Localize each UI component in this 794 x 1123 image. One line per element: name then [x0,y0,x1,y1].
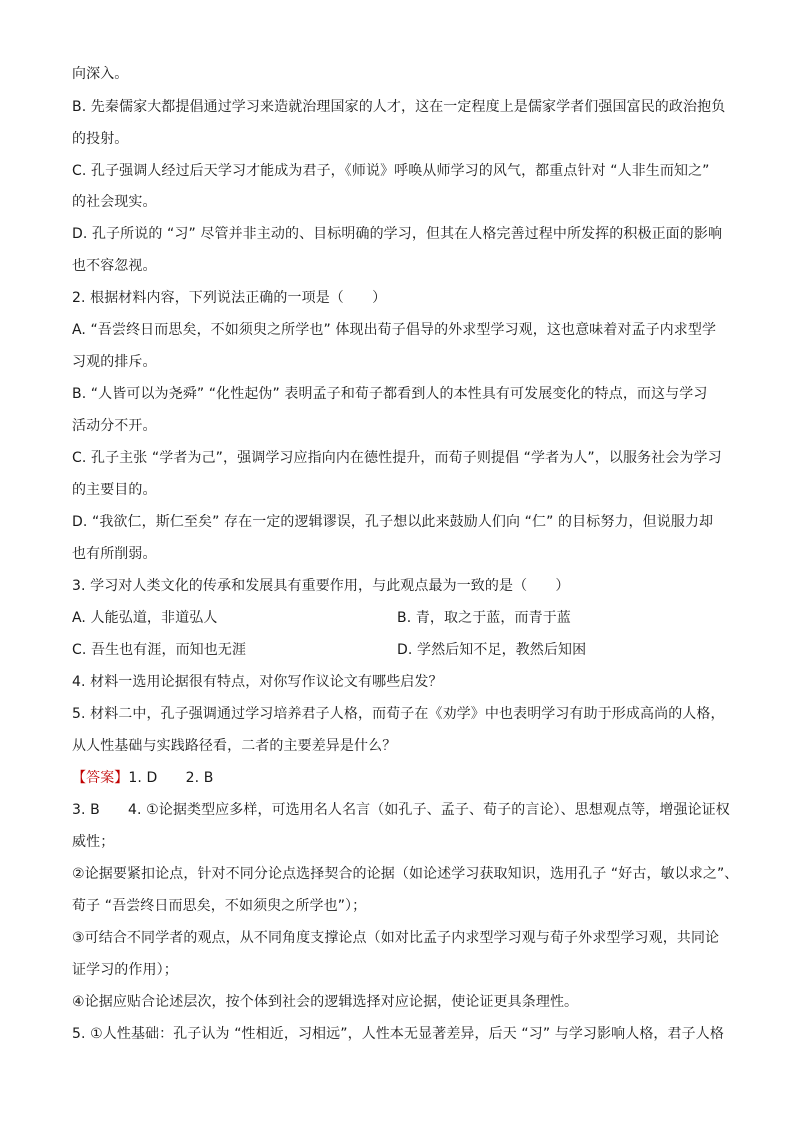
answer-line: ③可结合不同学者的观点，从不同角度支撑论点（如对比孟子内求型学习观与荀子外求型学习观，共同论 [72,930,720,946]
text-line: 也有所削弱。 [72,546,157,562]
answer-line: 证学习的作用）； [72,962,178,978]
text-line: 也不容忽视。 [72,258,157,274]
text-line: 的投射。 [72,131,129,147]
q3-option-d: D. 学然后知不足，教然后知困 [397,642,587,658]
text-line: 活动分不开。 [72,418,157,434]
text-line: A. “吾尝终日而思矣，不如须臾之所学也” 体现出荀子倡导的外求型学习观，这也意味着对孟子内求型学 [72,322,717,338]
question-3-stem: 3. 学习对人类文化的传承和发展具有重要作用，与此观点最为一致的是（ ） [72,578,570,594]
text-line: 的社会现实。 [72,194,157,210]
answer-line: 3. B 4. ①论据类型应多样，可选用名人名言（如孔子、孟子、荀子的言论）、思想观点等，增强论证权 [72,802,730,818]
text-line: 向深入。 [72,66,129,82]
text-line: B. 先秦儒家大都提倡通过学习来造就治理国家的人才，这在一定程度上是儒家学者们强国富民的政治抱负 [72,99,726,115]
answer-header [72,768,213,788]
q3-option-a: A. 人能弘道，非道弘人 [72,610,218,626]
text-line: D. 孔子所说的 “习” 尽管并非主动的、目标明确的学习，但其在人格完善过程中所发挥的积极正面的影响 [72,226,723,242]
answer-line: 5. ①人性基础：孔子认为 “性相近，习相远”，人性本无显著差异，后天 “习” 与学习影响人格，君子人格 [72,1026,724,1042]
answer-line: 荀子 “吾尝终日而思矣，不如须臾之所学也”）； [72,898,367,914]
answer-first: 1. D 2. B [128,770,214,786]
text-line: D. “我欲仁，斯仁至矣” 存在一定的逻辑谬误，孔子想以此来鼓励人们向 “仁” 的目标努力，但说服力却 [72,514,714,530]
q3-option-b: B. 青，取之于蓝，而青于蓝 [397,610,571,626]
q3-option-c: C. 吾生也有涯，而知也无涯 [72,642,247,658]
answer-line: ②论据要紧扣论点，针对不同分论点选择契合的论据（如论述学习获取知识，选用孔子 “好古，敏以求之”、 [72,866,739,882]
text-line: 的主要目的。 [72,482,157,498]
text-line: C. 孔子强调人经过后天学习才能成为君子，《师说》呼唤从师学习的风气，都重点针对 “人非生而知之” [72,163,710,179]
answer-line: 威性； [72,834,115,850]
text-line: 从人性基础与实践路径看，二者的主要差异是什么？ [72,738,397,754]
text-line: B. “人皆可以为尧舜” “化性起伪” 表明孟子和荀子都看到人的本性具有可发展变化的特点，而这与学习 [72,386,708,402]
text-line: C. 孔子主张 “学者为己”，强调学习应指向内在德性提升，而荀子则提倡 “学者为人”，以服务社会为学习 [72,450,722,466]
answer-line: ④论据应贴合论述层次，按个体到社会的逻辑选择对应论据，使论证更具条理性。 [72,994,579,1010]
text-line: 习观的排斥。 [72,354,157,370]
answer-label: 【答案】 [72,770,129,786]
question-2-stem: 2. 根据材料内容，下列说法正确的一项是（ ） [72,290,387,306]
question-5-stem: 5. 材料二中，孔子强调通过学习培养君子人格，而荀子在《劝学》中也表明学习有助于形成高尚的人格， [72,706,725,722]
question-4-stem: 4. 材料一选用论据很有特点，对你写作议论文有哪些启发？ [72,674,443,690]
